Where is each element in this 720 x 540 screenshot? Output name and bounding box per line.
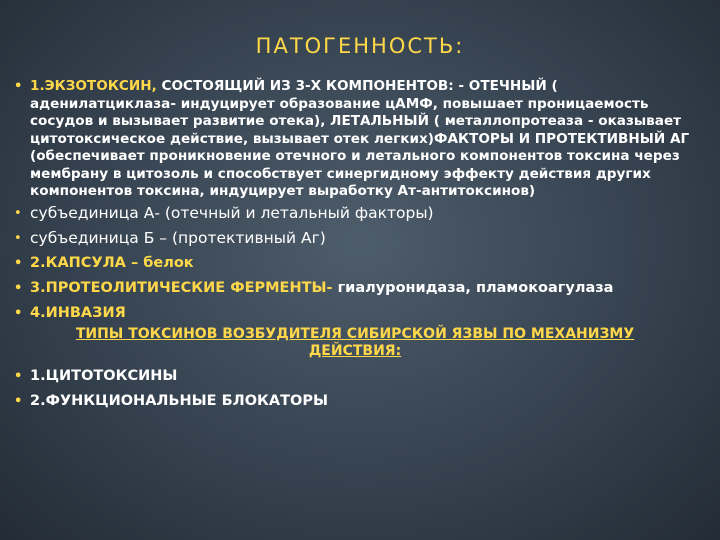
bullet-item-invasion <box>8 301 704 326</box>
slide-content <box>8 78 704 414</box>
bullet-item-enzymes <box>8 276 704 301</box>
bullet-icon: • <box>14 255 23 271</box>
cytotoxins-text: 1.ЦИТОТОКСИНЫ <box>30 367 178 384</box>
bullet-icon: • <box>14 79 23 94</box>
subunit-b-text: субъединица Б – (протективный Аг) <box>30 228 326 247</box>
bullet-icon: • <box>14 230 22 246</box>
bullet-item-capsule <box>8 251 704 276</box>
invasion-text: 4.ИНВАЗИЯ <box>30 304 126 321</box>
bullet-item-exotoxin <box>8 78 704 201</box>
slide-title: ПАТОГЕННОСТЬ: <box>255 34 465 58</box>
capsule-text: 2.КАПСУЛА – белок <box>30 254 194 271</box>
bullet-item-subunit-b <box>8 226 704 251</box>
bullet-item-cytotoxins <box>8 364 704 389</box>
exotoxin-label: 1.ЭКЗОТОКСИН, <box>30 78 157 94</box>
exotoxin-text: СОСТОЯЩИЙ ИЗ 3-Х КОМПОНЕНТОВ: - ОТЕЧНЫЙ ( аденилатциклаза- индуцирует образование цАМФ, повышает проницаемость сосудов и вызывает развитие отека), ЛЕТАЛЬНЫЙ ( металлопротеаза - оказывает цитотоксическое действие, вызывает отек легких)ФАКТОРЫ И ПРОТЕКТИВНЫЙ АГ (обеспечивает проникновение отечного и летального компонентов токсина через мембрану в цитозоль и способствует синергидному эффекту действия других компонентов токсина, индуцирует выработку Ат-антитоксинов) <box>30 78 690 199</box>
subunit-a-text: субъединица А- (отечный и летальный факторы) <box>30 203 434 222</box>
bullet-icon: • <box>14 368 23 384</box>
bullet-item-subunit-a <box>8 201 704 226</box>
blockers-text: 2.ФУНКЦИОНАЛЬНЫЕ БЛОКАТОРЫ <box>30 392 328 409</box>
bullet-item-blockers <box>8 389 704 414</box>
enzymes-text: гиалуронидаза, пламокоагулаза <box>332 279 614 296</box>
bullet-icon: • <box>14 393 23 409</box>
toxin-types-heading: ТИПЫ ТОКСИНОВ ВОЗБУДИТЕЛЯ СИБИРСКОЙ ЯЗВЫ ПО МЕХАНИЗМУ ДЕЙСТВИЯ: <box>75 325 635 359</box>
enzymes-label: 3.ПРОТЕОЛИТИЧЕСКИЕ ФЕРМЕНТЫ- <box>30 279 333 296</box>
bullet-icon: • <box>14 280 23 296</box>
bullet-icon: • <box>14 205 22 221</box>
bullet-icon: • <box>14 305 23 321</box>
